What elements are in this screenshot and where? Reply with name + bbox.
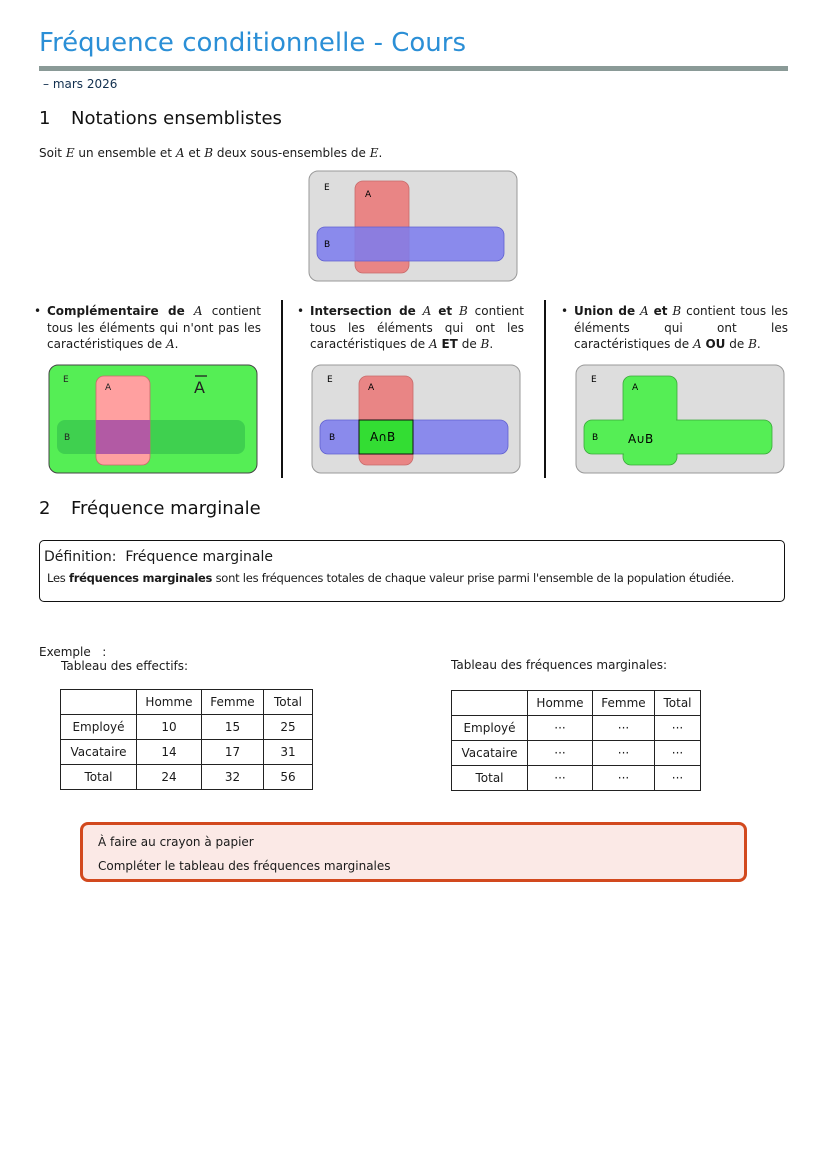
venn-diagram-main (308, 170, 520, 284)
table-cell: 10 (137, 715, 202, 740)
pencil-task-box (80, 822, 747, 882)
table-row (452, 741, 701, 766)
table-cell: 14 (137, 740, 202, 765)
table-cell: Total (452, 766, 528, 791)
table-cell: 32 (202, 765, 264, 790)
table-cell: ··· (593, 716, 655, 741)
column-separator (281, 300, 283, 478)
table-cell: Employé (61, 715, 137, 740)
table-cell: 17 (202, 740, 264, 765)
table-cell: ··· (655, 716, 701, 741)
section-title: Fréquence marginale (71, 498, 261, 519)
table-cell: ··· (528, 741, 593, 766)
table-cell: 25 (264, 715, 313, 740)
table-header-cell (452, 691, 528, 716)
definition-body: Les fréquences marginales sont les fréquences totales de chaque valeur prise parmi l'ensemble de la population étudiée. (47, 571, 735, 585)
table-header-row (452, 691, 701, 716)
frequences-table (451, 690, 701, 791)
table-header-cell: Femme (202, 690, 264, 715)
section-number: 2 (39, 498, 51, 519)
section-2-heading (39, 498, 261, 519)
table-cell: ··· (593, 766, 655, 791)
label-B: B (592, 433, 599, 443)
union-diagram (575, 364, 787, 476)
table-header-row (61, 690, 313, 715)
label-A-bar: A (194, 378, 205, 397)
label-A: A (368, 383, 375, 393)
table-cell: 31 (264, 740, 313, 765)
table-cell: ··· (593, 741, 655, 766)
table-header-cell: Total (655, 691, 701, 716)
label-intersection: A∩B (370, 430, 396, 444)
title-rule (39, 66, 788, 71)
example-label: Exemple : (39, 645, 107, 659)
label-E: E (327, 375, 333, 385)
section-number: 1 (39, 108, 51, 129)
task-body: Compléter le tableau des fréquences marginales (98, 859, 391, 873)
label-B: B (64, 433, 71, 443)
table1-caption: Tableau des effectifs: (61, 659, 189, 673)
table-header-cell: Homme (137, 690, 202, 715)
table-cell: 56 (264, 765, 313, 790)
union-description: • Union de A et B contient tous les éléments qui ont les caractéristiques de A OU de B. (561, 304, 788, 351)
table-header-cell: Femme (593, 691, 655, 716)
table-row (452, 766, 701, 791)
table-cell: Vacataire (61, 740, 137, 765)
document-date: – mars 2026 (43, 77, 118, 91)
complement-description: • Complémentaire de A contient tous les éléments qui n'ont pas les caractéristiques de A. (34, 304, 261, 351)
label-union: A∪B (628, 432, 654, 446)
table-row (61, 715, 313, 740)
table-cell: ··· (655, 741, 701, 766)
table-row (61, 765, 313, 790)
intersection-description: • Intersection de A et B contient tous les éléments qui ont les caractéristiques de A ET de B. (297, 304, 524, 351)
table-cell: Employé (452, 716, 528, 741)
table-header-cell (61, 690, 137, 715)
table-cell: 15 (202, 715, 264, 740)
label-E: E (63, 375, 69, 385)
label-A: A (365, 190, 372, 200)
definition-box (39, 540, 785, 602)
table-row (452, 716, 701, 741)
table-cell: ··· (528, 766, 593, 791)
label-A: A (105, 383, 112, 393)
table-row (61, 740, 313, 765)
label-A: A (632, 383, 639, 393)
label-E: E (324, 183, 330, 193)
label-B: B (324, 240, 331, 250)
intersection-diagram (311, 364, 523, 476)
complement-diagram (48, 364, 260, 476)
column-separator (544, 300, 546, 478)
label-B: B (329, 433, 336, 443)
table-cell: 24 (137, 765, 202, 790)
table-header-cell: Homme (528, 691, 593, 716)
table-header-cell: Total (264, 690, 313, 715)
table-cell: ··· (528, 716, 593, 741)
table-cell: Total (61, 765, 137, 790)
task-title: À faire au crayon à papier (98, 835, 254, 849)
definition-title: Définition: Fréquence marginale (44, 549, 273, 565)
section-1-heading (39, 108, 282, 129)
section-1-intro: Soit E un ensemble et A et B deux sous-ensembles de E. (39, 146, 383, 160)
label-E: E (591, 375, 597, 385)
section-title: Notations ensemblistes (71, 108, 282, 129)
table-cell: Vacataire (452, 741, 528, 766)
table-cell: ··· (655, 766, 701, 791)
effectifs-table (60, 689, 313, 790)
document-title: Fréquence conditionnelle - Cours (39, 28, 467, 58)
table2-caption: Tableau des fréquences marginales: (451, 658, 668, 672)
